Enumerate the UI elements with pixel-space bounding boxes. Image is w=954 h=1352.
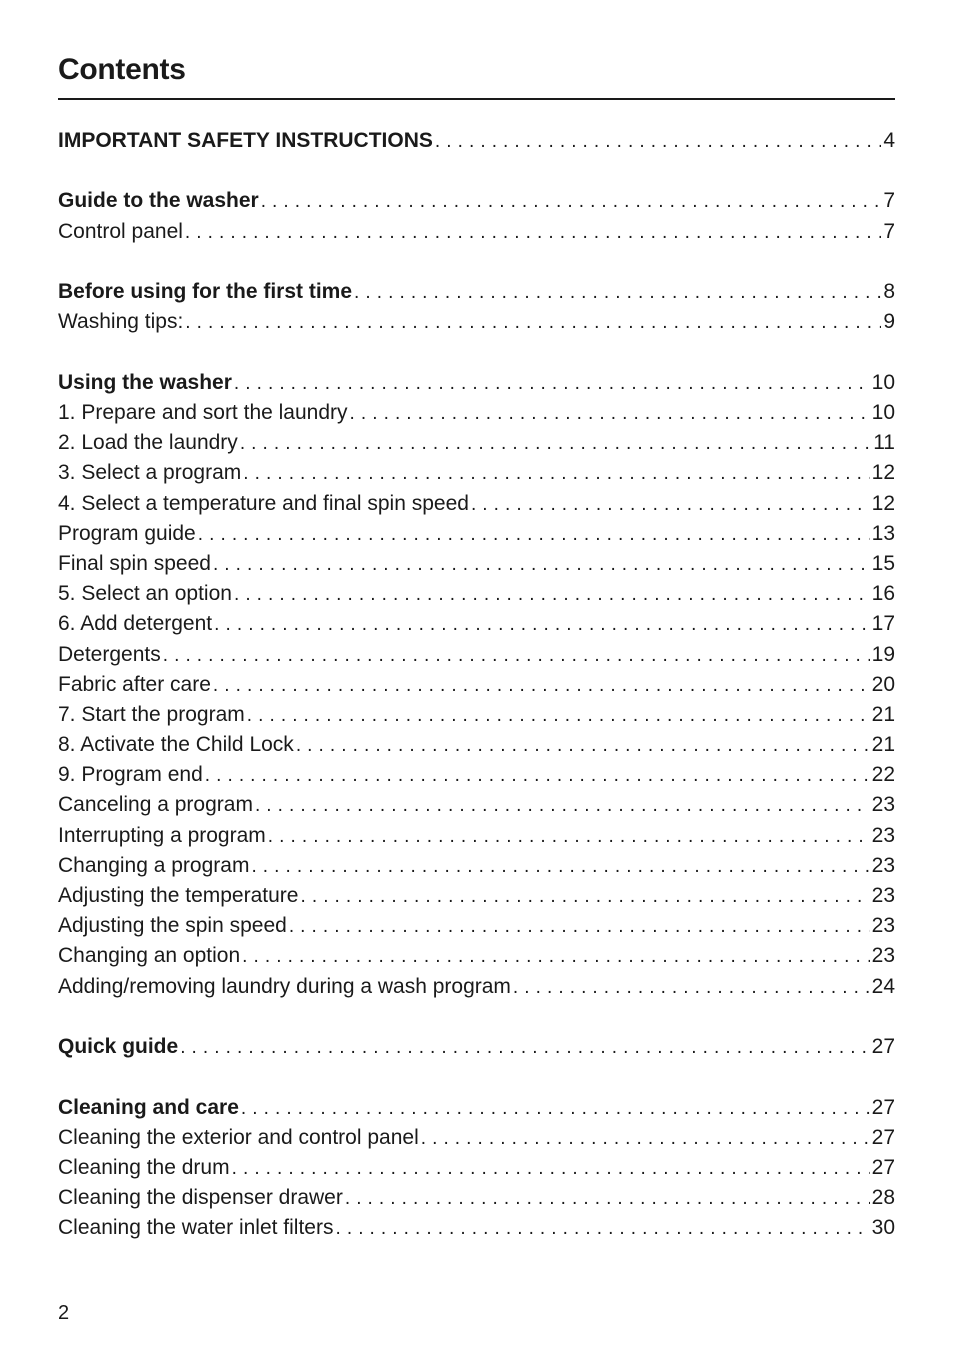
page-title: Contents bbox=[58, 53, 186, 86]
dot-leader bbox=[163, 641, 870, 670]
toc-entry-page: 15 bbox=[871, 551, 895, 575]
toc-entry-page: 8 bbox=[883, 280, 895, 304]
toc-entry-page: 24 bbox=[871, 974, 895, 998]
toc-entry-page: 23 bbox=[871, 944, 895, 968]
toc-group bbox=[58, 186, 895, 246]
toc-entry-label: Cleaning and care bbox=[58, 1095, 239, 1119]
toc-section-heading[interactable] bbox=[58, 186, 895, 216]
toc-entry[interactable] bbox=[58, 700, 895, 730]
toc-entry-label: Interrupting a program bbox=[58, 823, 266, 847]
toc-entry-label: 3. Select a program bbox=[58, 461, 242, 485]
toc-entry-label: Changing an option bbox=[58, 944, 241, 968]
dot-leader bbox=[242, 942, 869, 971]
toc-entry-label: Washing tips: bbox=[58, 310, 184, 334]
toc-section-heading[interactable] bbox=[58, 277, 895, 307]
toc-entry-label: Using the washer bbox=[58, 370, 232, 394]
toc-group bbox=[58, 277, 895, 337]
dot-leader bbox=[251, 852, 869, 881]
toc-entry-label: Cleaning the dispenser drawer bbox=[58, 1186, 343, 1210]
dot-leader bbox=[471, 490, 870, 519]
dot-leader bbox=[213, 550, 870, 579]
toc-entry-page: 28 bbox=[871, 1186, 895, 1210]
toc-entry[interactable] bbox=[58, 428, 895, 458]
title-divider bbox=[58, 98, 895, 100]
dot-leader bbox=[213, 671, 870, 700]
dot-leader bbox=[241, 1094, 870, 1123]
toc-entry-page: 12 bbox=[871, 461, 895, 485]
toc-entry[interactable] bbox=[58, 217, 895, 247]
dot-leader bbox=[300, 882, 869, 911]
toc-entry[interactable] bbox=[58, 851, 895, 881]
table-of-contents bbox=[58, 126, 895, 1274]
toc-entry-label: 6. Add detergent bbox=[58, 612, 213, 636]
dot-leader bbox=[354, 278, 881, 307]
dot-leader bbox=[255, 791, 870, 820]
toc-entry[interactable] bbox=[58, 1153, 895, 1183]
toc-entry-page: 17 bbox=[871, 612, 895, 636]
toc-group bbox=[58, 1093, 895, 1244]
toc-entry-label: Adding/removing laundry during a wash program bbox=[58, 974, 511, 998]
toc-section-heading[interactable] bbox=[58, 1032, 895, 1062]
dot-leader bbox=[335, 1214, 869, 1243]
toc-entry-label: Quick guide bbox=[58, 1035, 179, 1059]
toc-entry-page: 21 bbox=[871, 702, 895, 726]
dot-leader bbox=[289, 912, 870, 941]
toc-entry-page: 4 bbox=[883, 129, 895, 152]
dot-leader bbox=[296, 731, 870, 760]
dot-leader bbox=[345, 1184, 870, 1213]
toc-entry-page: 9 bbox=[883, 310, 895, 334]
toc-entry-label: Canceling a program bbox=[58, 793, 253, 817]
toc-entry-label: 1. Prepare and sort the laundry bbox=[58, 401, 348, 425]
page-number: 2 bbox=[58, 1302, 70, 1324]
toc-entry-label: 4. Select a temperature and final spin speed bbox=[58, 491, 469, 515]
toc-entry[interactable] bbox=[58, 881, 895, 911]
dot-leader bbox=[421, 1124, 870, 1153]
toc-entry[interactable] bbox=[58, 790, 895, 820]
dot-leader bbox=[185, 218, 881, 247]
dot-leader bbox=[232, 1154, 870, 1183]
dot-leader bbox=[180, 1033, 869, 1062]
toc-entry-page: 23 bbox=[871, 853, 895, 877]
toc-entry-page: 16 bbox=[871, 582, 895, 606]
dot-leader bbox=[435, 127, 881, 156]
dot-leader bbox=[234, 369, 870, 398]
toc-entry[interactable] bbox=[58, 398, 895, 428]
toc-entry-page: 12 bbox=[871, 491, 895, 515]
toc-entry-page: 22 bbox=[871, 763, 895, 787]
toc-entry[interactable] bbox=[58, 549, 895, 579]
toc-entry-page: 27 bbox=[871, 1125, 895, 1149]
toc-entry-label: Before using for the first time bbox=[58, 280, 353, 304]
toc-entry-label: Final spin speed bbox=[58, 551, 211, 575]
toc-entry[interactable] bbox=[58, 1213, 895, 1243]
toc-entry-page: 30 bbox=[871, 1216, 895, 1240]
toc-entry-page: 7 bbox=[883, 189, 895, 213]
toc-entry[interactable] bbox=[58, 640, 895, 670]
toc-entry[interactable] bbox=[58, 972, 895, 1002]
toc-entry[interactable] bbox=[58, 941, 895, 971]
dot-leader bbox=[268, 822, 870, 851]
toc-entry[interactable] bbox=[58, 489, 895, 519]
toc-entry-label: Cleaning the exterior and control panel bbox=[58, 1125, 419, 1149]
toc-entry-page: 21 bbox=[871, 733, 895, 757]
toc-entry-page: 7 bbox=[883, 219, 895, 243]
toc-group bbox=[58, 368, 895, 1002]
toc-entry[interactable] bbox=[58, 579, 895, 609]
toc-entry[interactable] bbox=[58, 609, 895, 639]
toc-entry-label: Cleaning the water inlet filters bbox=[58, 1216, 334, 1240]
toc-entry-label: 9. Program end bbox=[58, 763, 203, 787]
toc-section-heading[interactable] bbox=[58, 126, 895, 156]
toc-entry-label: 7. Start the program bbox=[58, 702, 245, 726]
dot-leader bbox=[214, 610, 870, 639]
dot-leader bbox=[261, 187, 882, 216]
toc-entry[interactable] bbox=[58, 730, 895, 760]
toc-entry[interactable] bbox=[58, 1183, 895, 1213]
toc-entry[interactable] bbox=[58, 911, 895, 941]
toc-entry[interactable] bbox=[58, 760, 895, 790]
toc-entry-page: 20 bbox=[871, 672, 895, 696]
toc-entry-page: 23 bbox=[871, 793, 895, 817]
toc-entry-label: Adjusting the spin speed bbox=[58, 914, 287, 938]
dot-leader bbox=[350, 399, 870, 428]
toc-group bbox=[58, 126, 895, 156]
toc-entry-label: 2. Load the laundry bbox=[58, 431, 238, 455]
toc-entry-page: 19 bbox=[871, 642, 895, 666]
toc-entry[interactable] bbox=[58, 458, 895, 488]
toc-entry-label: Fabric after care bbox=[58, 672, 211, 696]
toc-entry-page: 27 bbox=[871, 1155, 895, 1179]
toc-section-heading[interactable] bbox=[58, 1093, 895, 1123]
toc-entry-page: 27 bbox=[871, 1095, 895, 1119]
toc-entry-label: Adjusting the temperature bbox=[58, 884, 299, 908]
toc-entry[interactable] bbox=[58, 1123, 895, 1153]
toc-entry-page: 27 bbox=[871, 1035, 895, 1059]
toc-entry-label: 5. Select an option bbox=[58, 582, 232, 606]
dot-leader bbox=[513, 973, 870, 1002]
dot-leader bbox=[185, 308, 881, 337]
dot-leader bbox=[247, 701, 870, 730]
toc-entry[interactable] bbox=[58, 307, 895, 337]
toc-entry-label: Cleaning the drum bbox=[58, 1155, 230, 1179]
toc-entry-page: 10 bbox=[871, 370, 895, 394]
toc-group bbox=[58, 1032, 895, 1062]
dot-leader bbox=[234, 580, 870, 609]
toc-entry-label: Changing a program bbox=[58, 853, 250, 877]
dot-leader bbox=[243, 459, 869, 488]
toc-entry-label: 8. Activate the Child Lock bbox=[58, 733, 294, 757]
dot-leader bbox=[198, 520, 870, 549]
toc-entry-page: 10 bbox=[871, 401, 895, 425]
toc-entry[interactable] bbox=[58, 670, 895, 700]
toc-entry[interactable] bbox=[58, 519, 895, 549]
dot-leader bbox=[240, 429, 871, 458]
toc-section-heading[interactable] bbox=[58, 368, 895, 398]
toc-entry-label: Control panel bbox=[58, 219, 183, 243]
toc-entry-label: Program guide bbox=[58, 521, 196, 545]
toc-entry-page: 23 bbox=[871, 914, 895, 938]
toc-entry-page: 23 bbox=[871, 884, 895, 908]
toc-entry-page: 13 bbox=[871, 521, 895, 545]
toc-entry[interactable] bbox=[58, 821, 895, 851]
toc-entry-page: 23 bbox=[871, 823, 895, 847]
toc-entry-label: IMPORTANT SAFETY INSTRUCTIONS bbox=[58, 129, 433, 152]
toc-entry-label: Guide to the washer bbox=[58, 189, 259, 213]
toc-entry-page: 11 bbox=[873, 431, 895, 455]
dot-leader bbox=[205, 761, 870, 790]
toc-entry-label: Detergents bbox=[58, 642, 161, 666]
